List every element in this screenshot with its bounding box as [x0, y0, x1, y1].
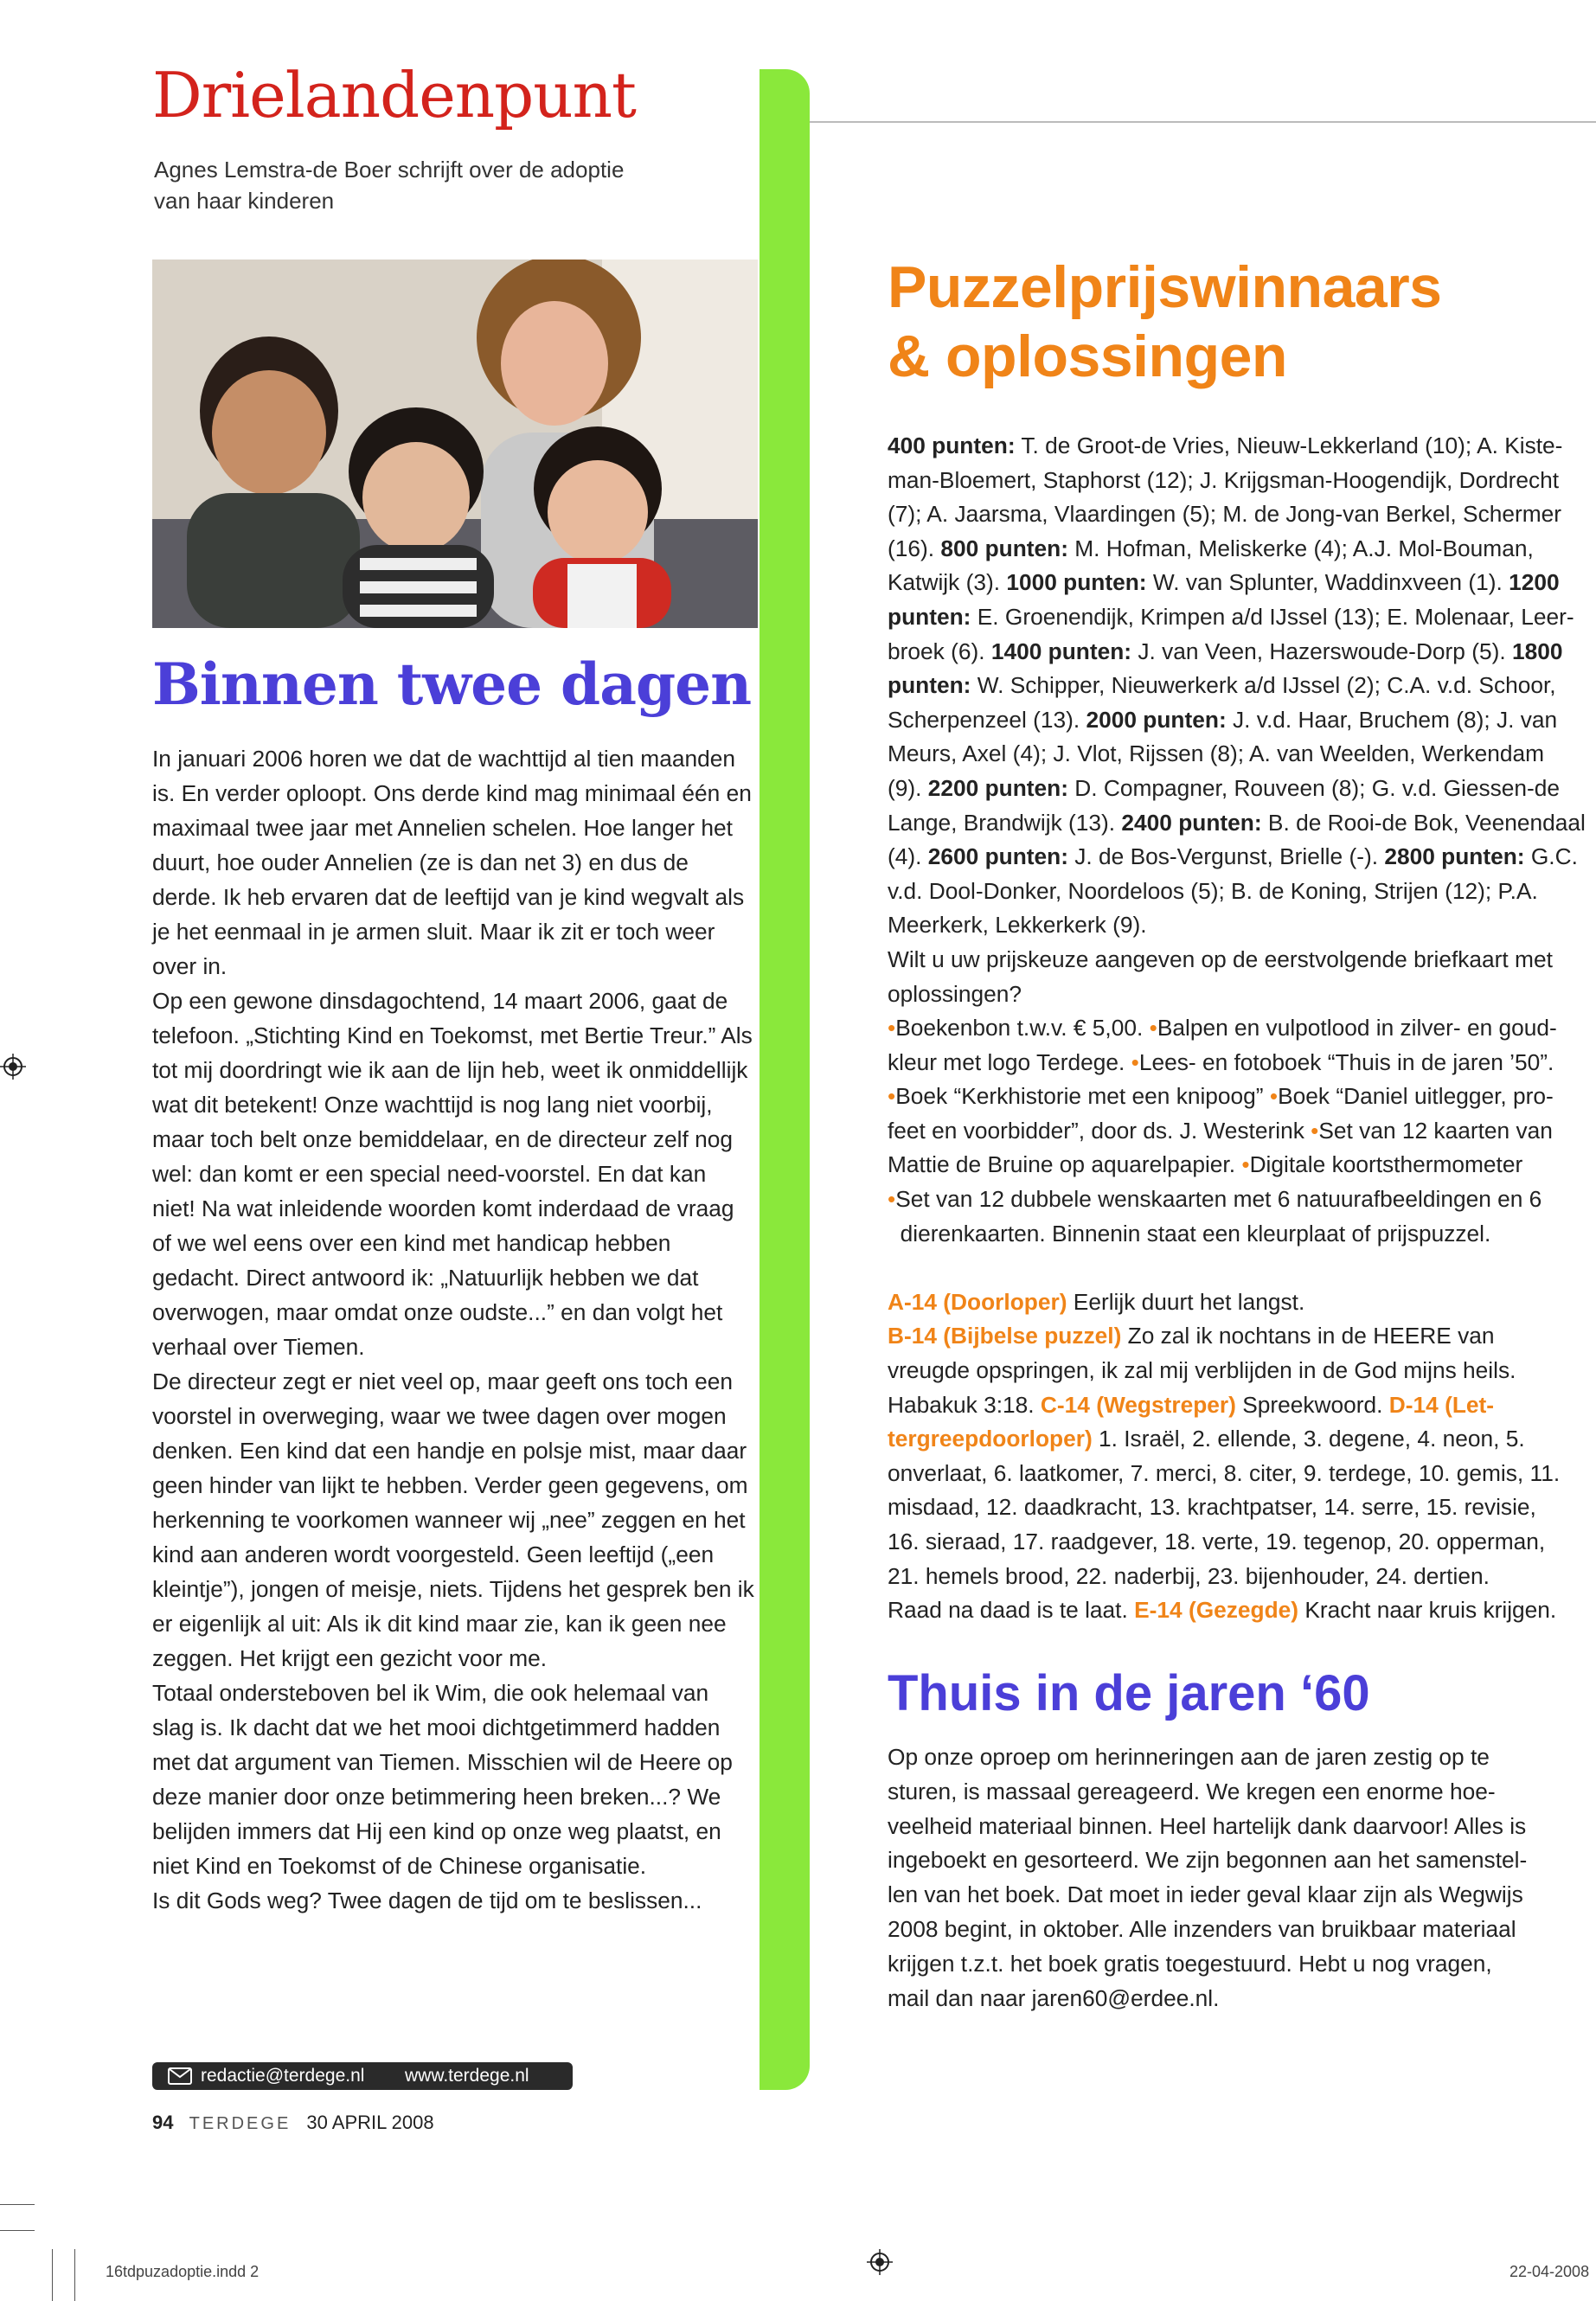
text-segment: Set van 12 kaarten van [1318, 1117, 1553, 1144]
paragraph: Totaal ondersteboven bel ik Wim, die ook helemaal van slag is. Ik dacht dat we het mooi dichtgetimmerd hadden met dat argument van Tiemen. Misschien wil de Heere op deze manier door onze betimmering heen breken...? We belijden immers dat Hij een kind op onze weg plaatst, en niet Kind en Toekomst of de Chinese organisatie. [152, 1680, 733, 1879]
puzzle-label: E-14 (Gezegde) [1134, 1597, 1299, 1624]
article-title: Drielandenpunt [152, 59, 636, 131]
text-segment: Lange, Brandwijk (13). [888, 809, 1122, 836]
text-segment: (16). [888, 535, 941, 561]
text-segment: T. de Groot-de Vries, Nieuw-Lekkerland (10); A. Kiste- [1015, 433, 1563, 458]
text-segment: Boek “Kerkhistorie met een knipoog” [895, 1083, 1270, 1110]
text-segment: J. van Veen, Hazerswoude-Dorp (5). [1131, 638, 1512, 664]
text-segment: 21. hemels brood, 22. naderbij, 23. bijenhouder, 24. dertien. [888, 1562, 1490, 1589]
thuis-line: 2008 begint, in oktober. Alle inzenders van bruikbaar materiaal [888, 1915, 1516, 1942]
winners-line [888, 1319, 1596, 1354]
paragraph: In januari 2006 horen we dat de wachttijd al tien maanden is. En verder oploopt. Ons derde kind mag minimaal één en maximaal twee jaar met Annelien schelen. Hoe langer het duurt, hoe ouder Annelien (ze is dan net 3) en dus de derde. Ik heb ervaren dat de leeftijd van je kind wegvalt als je het eenmaal in je armen sluit. Maar ik zit er toch weer over in. [152, 746, 752, 979]
text-segment: feet en voorbidder”, door ds. J. Westerink [888, 1117, 1311, 1144]
points-label: 1800 [1512, 638, 1563, 664]
text-segment: 16. sieraad, 17. raadgever, 18. verte, 19. tegenop, 20. opperman, [888, 1529, 1546, 1554]
winners-line [888, 1183, 1596, 1217]
winners-line [888, 1046, 1596, 1080]
text-segment: kleur met logo Terdege. [888, 1048, 1131, 1075]
winners-line [888, 600, 1596, 635]
article-subtitle: Agnes Lemstra-de Boer schrijft over de adoptie van haar kinderen [154, 157, 625, 214]
text-segment: misdaad, 12. daadkracht, 13. krachtpatser, 14. serre, 15. revisie, [888, 1494, 1536, 1521]
winners-line [888, 1285, 1596, 1320]
crop-mark [0, 2230, 35, 2231]
text-segment: oplossingen? [888, 980, 1022, 1007]
text-segment: Digitale koortsthermometer [1249, 1151, 1523, 1178]
page-footer [152, 2112, 434, 2134]
text-segment: Boek “Daniel uitlegger, pro- [1278, 1083, 1554, 1110]
winners-line [888, 1560, 1596, 1594]
text-segment: dierenkaarten. Binnenin staat een kleurplaat of prijspuzzel. [888, 1220, 1491, 1247]
text-segment: (4). [888, 843, 928, 870]
points-label: 2400 punten: [1121, 809, 1262, 836]
winners-line [888, 1354, 1596, 1388]
points-label: punten: [888, 672, 971, 699]
puzzle-label: A-14 (Doorloper) [888, 1288, 1067, 1315]
text-segment: (9). [888, 774, 928, 801]
puzzle-label: tergreepdoorloper) [888, 1426, 1093, 1452]
winners-line [888, 943, 1596, 977]
puzzle-heading-line: Puzzelprijswinnaars [888, 254, 1442, 320]
bullet-icon: • [1149, 1015, 1157, 1042]
text-segment: onverlaat, 6. laatkomer, 7. merci, 8. citer, 9. terdege, 10. gemis, 11. [888, 1459, 1561, 1486]
page-number: 94 [152, 2112, 174, 2133]
winners-line [888, 1490, 1596, 1525]
text-segment: (7); A. Jaarsma, Vlaardingen (5); M. de Jong-van Berkel, Schermer [888, 501, 1562, 528]
winners-line [888, 1525, 1596, 1560]
text-segment: Meerkerk, Lekkerkerk (9). [888, 912, 1147, 939]
text-segment: Set van 12 dubbele wenskaarten met 6 natuurafbeeldingen en 6 [895, 1186, 1542, 1213]
text-segment: Spreekwoord. [1235, 1391, 1389, 1418]
points-label: 1000 punten: [1006, 569, 1147, 596]
winners-line [888, 1114, 1596, 1149]
winners-line [888, 772, 1596, 806]
winners-line [888, 1011, 1596, 1046]
contact-bar [152, 2062, 573, 2090]
points-label: 2000 punten: [1086, 706, 1227, 733]
text-segment: v.d. Dool-Donker, Noordeloos (5); B. de Koning, Strijen (12); P.A. [888, 877, 1538, 904]
text-segment: Eerlijk duurt het langst. [1067, 1288, 1305, 1315]
winners-line [888, 1422, 1596, 1457]
slug-filename: 16tdpuzadoptie.indd 2 [106, 2263, 260, 2280]
winners-line [888, 1148, 1596, 1183]
paragraph: Is dit Gods weg? Twee dagen de tijd om te beslissen... [152, 1888, 702, 1913]
text-segment: Mattie de Bruine op aquarelpapier. [888, 1151, 1242, 1178]
winners-line [888, 1217, 1596, 1252]
text-segment: W. Schipper, Nieuwerkerk a/d IJssel (2); C.A. v.d. Schoor, [971, 672, 1556, 699]
crop-mark [52, 2249, 53, 2301]
winners-line [888, 497, 1596, 532]
points-label: 1200 [1509, 569, 1560, 596]
text-segment: Katwijk (3). [888, 569, 1007, 596]
text-segment: Scherpenzeel (13). [888, 706, 1086, 733]
winners-line [888, 737, 1596, 772]
points-label: punten: [888, 603, 971, 630]
thuis-line: len van het boek. Dat moet in ieder geval klaar zijn als Wegwijs [888, 1881, 1523, 1908]
text-segment: Balpen en vulpotlood in zilver- en goud- [1157, 1015, 1557, 1042]
mail-icon [168, 2067, 192, 2085]
text-segment: J. v.d. Haar, Bruchem (8); J. van [1226, 706, 1558, 733]
text-segment: man-Bloemert, Staphorst (12); J. Krijgsman-Hoogendijk, Dordrecht [888, 466, 1560, 493]
paragraph: De directeur zegt er niet veel op, maar geeft ons toch een voorstel in overweging, waar we twee dagen over mogen denken. Een kind dat een handje en polsje mist, maar daar geen hinder van lijkt te hebben. Verder geen gegevens, om herkenning te voorkomen wanneer wij „nee” zeggen en het kind aan anderen wordt voorgesteld. Geen leeftijd („een kleintje”), jongen of meisje, niets. Tijdens het gesprek ben ik er eigenlijk al uit: Als ik dit kind maar zie, kan ik geen nee zeggen. Het krijgt een gezicht voor me. [152, 1368, 754, 1671]
text-segment: vreugde opspringen, ik zal mij verblijden in de God mijns heils. [888, 1357, 1516, 1384]
text-segment: G.C. [1524, 843, 1578, 870]
bullet-icon: • [1131, 1048, 1139, 1075]
text-segment: Zo zal ik nochtans in de HEERE van [1121, 1323, 1495, 1349]
family-photo-illustration [152, 260, 758, 628]
text-segment: Raad na daad is te laat. [888, 1597, 1135, 1624]
winners-line [888, 1080, 1596, 1114]
text-segment: D. Compagner, Rouveen (8); G. v.d. Giessen-de [1067, 774, 1561, 801]
slug-date: 22-04-2008 [1509, 2263, 1590, 2280]
thuis-body [888, 1740, 1596, 2016]
registration-mark-icon [867, 2249, 893, 2275]
winners-line [888, 806, 1596, 841]
bullet-icon: • [1241, 1151, 1250, 1178]
thuis-line: ingeboekt en gesorteerd. We zijn begonnen aan het samenstel- [888, 1847, 1528, 1874]
bullet-icon: • [888, 1015, 896, 1042]
points-label: 800 punten: [940, 535, 1068, 561]
bullet-icon: • [888, 1186, 896, 1213]
text-segment: Meurs, Axel (4); J. Vlot, Rijssen (8); A. van Weelden, Werkendam [888, 740, 1545, 767]
thuis-line: mail dan naar jaren60@erdee.nl. [888, 1984, 1220, 2011]
points-label: 2200 punten: [927, 774, 1068, 801]
points-label: 2600 punten: [927, 843, 1068, 870]
text-segment: J. de Bos-Vergunst, Brielle (-). [1067, 843, 1385, 870]
thuis-heading: Thuis in de jaren ‘60 [888, 1665, 1370, 1721]
points-label: 2800 punten: [1384, 843, 1525, 870]
text-segment: B. de Rooi-de Bok, Veenendaal [1261, 809, 1586, 836]
winners-line [888, 908, 1596, 943]
winners-line [888, 1457, 1596, 1491]
top-rule [810, 121, 1596, 123]
text-segment: Habakuk 3:18. [888, 1391, 1041, 1418]
registration-mark-icon [0, 1054, 26, 1080]
article-body [152, 741, 754, 1918]
text-segment: broek (6). [888, 638, 991, 664]
section-heading: Binnen twee dagen [152, 651, 752, 718]
puzzle-label: C-14 (Wegstreper) [1040, 1391, 1236, 1418]
winners-line [888, 703, 1596, 738]
text-segment: Lees- en fotoboek “Thuis in de jaren ’50”. [1138, 1048, 1554, 1075]
magazine-name: TERDEGE [189, 2114, 292, 2133]
thuis-line: sturen, is massaal gereageerd. We kregen een enorme hoe- [888, 1778, 1496, 1804]
bullet-icon: • [1311, 1117, 1319, 1144]
thuis-line: veelheid materiaal binnen. Heel hartelijk dank daarvoor! Alles is [888, 1812, 1527, 1839]
issue-date: 30 APRIL 2008 [306, 2112, 434, 2133]
text-segment: Kracht naar kruis krijgen. [1298, 1597, 1557, 1624]
text-segment: Wilt u uw prijskeuze aangeven op de eerstvolgende briefkaart met [888, 945, 1553, 972]
puzzle-heading [888, 253, 1580, 391]
winners-line [888, 840, 1596, 875]
winners-line [888, 875, 1596, 909]
contact-email[interactable]: redactie@terdege.nl [201, 2066, 365, 2086]
thuis-line: krijgen t.z.t. het boek gratis toegestuurd. Hebt u nog vragen, [888, 1950, 1492, 1977]
winners-list [888, 429, 1596, 1628]
winners-line [888, 1593, 1596, 1628]
winners-line [888, 977, 1596, 1012]
winners-line [888, 1388, 1596, 1423]
green-divider-bar [760, 69, 810, 2090]
text-segment: 1. Israël, 2. ellende, 3. degene, 4. neon, 5. [1092, 1426, 1525, 1452]
bullet-icon: • [888, 1083, 896, 1110]
points-label: 400 punten: [888, 433, 1016, 458]
winners-line [888, 635, 1596, 670]
text-segment: Boekenbon t.w.v. € 5,00. [895, 1015, 1150, 1042]
paragraph: Op een gewone dinsdagochtend, 14 maart 2006, gaat de telefoon. „Stichting Kind en Toekomst, met Bertie Treur.” Als tot mij doordringt wie ik aan de lijn heb, weet ik onmiddellijk wat dit betekent! Onze wachttijd is nog lang niet voorbij, maar toch belt onze bemiddelaar, en de directeur zelf nog wel: dan komt er een special need-voorstel. En dat kan niet! Na wat inleidende woorden komt inderdaad de vraag of we wel eens over een kind met handicap hebben gedacht. Direct antwoord ik: „Natuurlijk hebben we dat overwogen, maar omdat onze oudste...” en dan volgt het verhaal over Tiemen. [152, 988, 753, 1360]
text-segment: W. van Splunter, Waddinxveen (1). [1146, 569, 1509, 596]
winners-line [888, 566, 1596, 600]
crop-mark [0, 2204, 35, 2205]
puzzle-label: D-14 (Let- [1388, 1391, 1495, 1418]
thuis-line: Op onze oproep om herinneringen aan de jaren zestig op te [888, 1744, 1490, 1770]
bullet-icon: • [1269, 1083, 1279, 1110]
winners-line [888, 669, 1596, 703]
puzzle-heading-line: & oplossingen [888, 324, 1287, 389]
text-segment: E. Groenendijk, Krimpen a/d IJssel (13); E. Molenaar, Leer- [971, 603, 1574, 630]
winners-line [888, 1251, 1596, 1285]
winners-line [888, 429, 1596, 464]
points-label: 1400 punten: [990, 638, 1132, 664]
winners-line [888, 464, 1596, 498]
crop-mark [74, 2249, 75, 2301]
winners-line [888, 532, 1596, 567]
text-segment: M. Hofman, Meliskerke (4); A.J. Mol-Bouman, [1067, 535, 1534, 561]
family-photo [152, 260, 758, 628]
contact-website[interactable]: www.terdege.nl [405, 2066, 529, 2086]
puzzle-label: B-14 (Bijbelse puzzel) [888, 1323, 1122, 1349]
